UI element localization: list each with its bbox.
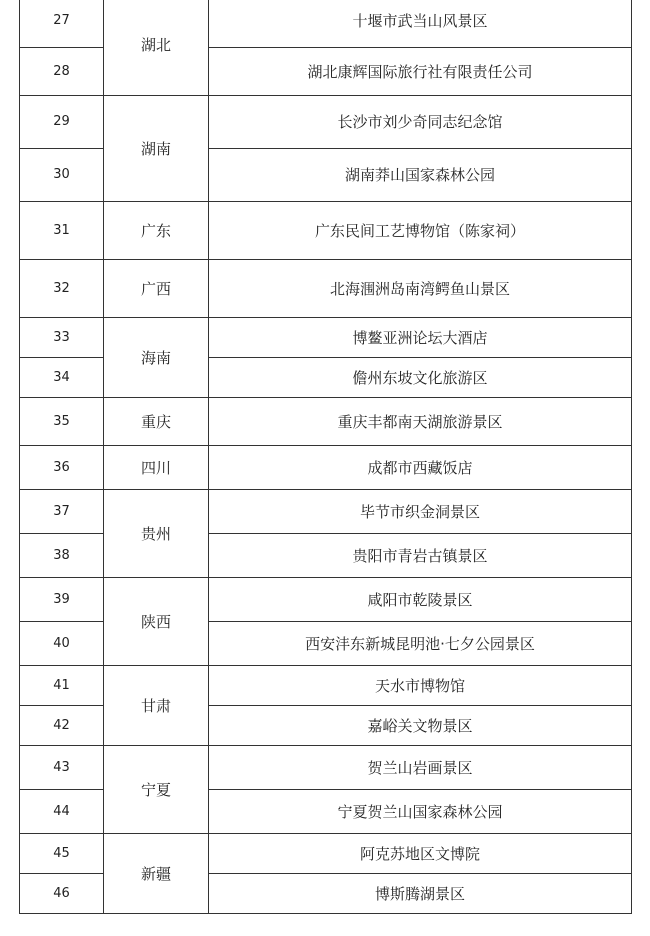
province-cell: 宁夏 [104,746,209,834]
table-row [20,490,632,534]
row-number: 36 [20,446,104,490]
province-cell: 广东 [104,202,209,260]
table-row [20,578,632,622]
site-name: 宁夏贺兰山国家森林公园 [209,790,632,834]
province-cell: 湖北 [104,0,209,96]
table-row [20,0,632,48]
row-number: 35 [20,398,104,446]
site-name: 广东民间工艺博物馆（陈家祠） [209,202,632,260]
province-cell: 贵州 [104,490,209,578]
row-number: 28 [20,48,104,96]
row-number: 30 [20,149,104,202]
site-name: 北海涠洲岛南湾鳄鱼山景区 [209,260,632,318]
row-number: 31 [20,202,104,260]
site-name: 十堰市武当山风景区 [209,0,632,48]
site-name: 湖南莽山国家森林公园 [209,149,632,202]
site-name: 成都市西藏饭店 [209,446,632,490]
province-cell: 广西 [104,260,209,318]
row-number: 42 [20,706,104,746]
site-name: 儋州东坡文化旅游区 [209,358,632,398]
table-row [20,746,632,790]
row-number: 43 [20,746,104,790]
site-name: 贺兰山岩画景区 [209,746,632,790]
table-row [20,446,632,490]
row-number: 39 [20,578,104,622]
site-name: 嘉峪关文物景区 [209,706,632,746]
site-name: 咸阳市乾陵景区 [209,578,632,622]
site-name: 西安沣东新城昆明池·七夕公园景区 [209,622,632,666]
province-cell: 新疆 [104,834,209,914]
site-name: 湖北康辉国际旅行社有限责任公司 [209,48,632,96]
table-row [20,260,632,318]
province-cell: 四川 [104,446,209,490]
province-cell: 重庆 [104,398,209,446]
site-name: 贵阳市青岩古镇景区 [209,534,632,578]
table-row [20,202,632,260]
row-number: 46 [20,874,104,914]
table-row [20,834,632,874]
site-name: 毕节市织金洞景区 [209,490,632,534]
site-name: 博斯腾湖景区 [209,874,632,914]
site-name: 博鳌亚洲论坛大酒店 [209,318,632,358]
scenic-spot-table [19,0,632,914]
site-name: 天水市博物馆 [209,666,632,706]
row-number: 37 [20,490,104,534]
site-name: 重庆丰都南天湖旅游景区 [209,398,632,446]
table-row [20,666,632,706]
province-cell: 湖南 [104,96,209,202]
province-cell: 甘肃 [104,666,209,746]
row-number: 34 [20,358,104,398]
row-number: 29 [20,96,104,149]
row-number: 41 [20,666,104,706]
row-number: 40 [20,622,104,666]
table-row [20,318,632,358]
province-cell: 陕西 [104,578,209,666]
table-row [20,96,632,149]
table-row [20,398,632,446]
row-number: 32 [20,260,104,318]
row-number: 45 [20,834,104,874]
row-number: 38 [20,534,104,578]
province-cell: 海南 [104,318,209,398]
row-number: 33 [20,318,104,358]
row-number: 44 [20,790,104,834]
site-name: 阿克苏地区文博院 [209,834,632,874]
site-name: 长沙市刘少奇同志纪念馆 [209,96,632,149]
row-number: 27 [20,0,104,48]
